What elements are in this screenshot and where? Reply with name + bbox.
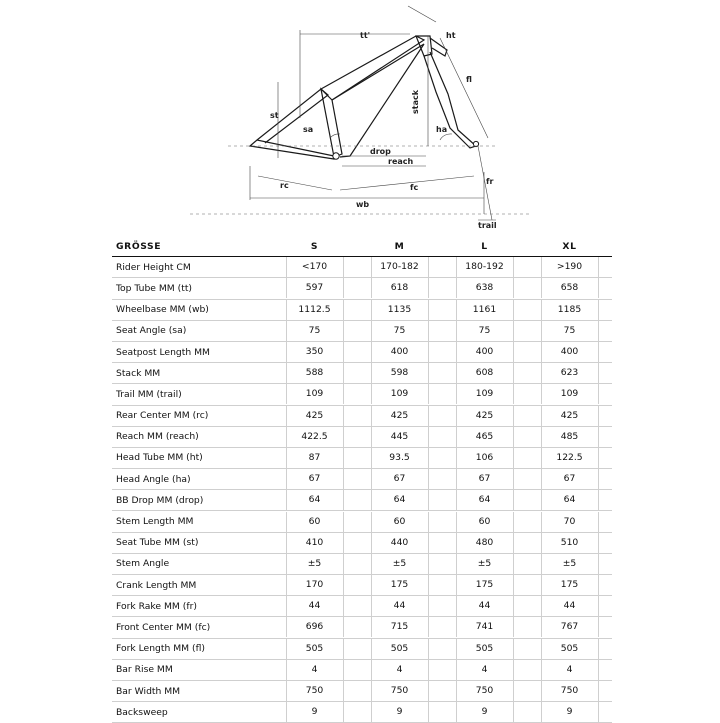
cell-value <box>272 596 357 617</box>
cell-value <box>442 680 527 701</box>
table-row <box>112 490 612 511</box>
cell-value-text: 588 <box>286 363 344 383</box>
cell-value-text: 410 <box>286 533 344 553</box>
label-rc: rc <box>280 181 289 190</box>
cell-value-text: 64 <box>371 490 429 510</box>
cell-value-text: 400 <box>371 342 429 362</box>
cell-value-text: 109 <box>541 384 599 404</box>
table-row <box>112 659 612 680</box>
cell-value-text: 480 <box>456 533 514 553</box>
cell-value-text: 505 <box>541 639 599 659</box>
cell-value-text: ±5 <box>456 554 514 574</box>
cell-value-text: 4 <box>541 660 599 680</box>
cell-value <box>442 299 527 320</box>
table-row <box>112 553 612 574</box>
row-label: Fork Rake MM (fr) <box>112 596 272 617</box>
row-label: Stem Length MM <box>112 511 272 532</box>
cell-value <box>357 426 442 447</box>
label-trail: trail <box>478 221 497 230</box>
cell-value <box>527 384 612 405</box>
cell-value-text: 623 <box>541 363 599 383</box>
cell-value <box>272 299 357 320</box>
cell-value <box>272 405 357 426</box>
table-body <box>112 257 612 723</box>
cell-value <box>357 617 442 638</box>
cell-value <box>272 469 357 490</box>
cell-value-text: 60 <box>456 512 514 532</box>
cell-value-text: 618 <box>371 278 429 298</box>
cell-value-text: ±5 <box>541 554 599 574</box>
cell-value-text: 4 <box>371 660 429 680</box>
bike-frame <box>250 36 479 159</box>
cell-value-text: 75 <box>456 321 514 341</box>
label-drop: drop <box>370 147 391 156</box>
cell-value <box>272 553 357 574</box>
cell-value <box>357 596 442 617</box>
row-label: Backsweep <box>112 702 272 723</box>
cell-value-text: 60 <box>286 512 344 532</box>
cell-value <box>527 447 612 468</box>
row-label: Head Tube MM (ht) <box>112 447 272 468</box>
cell-value-text: 425 <box>541 406 599 426</box>
cell-value-text: 75 <box>371 321 429 341</box>
cell-value <box>442 532 527 553</box>
cell-value-text: 767 <box>541 617 599 637</box>
row-label: Head Angle (ha) <box>112 469 272 490</box>
cell-value-text: 75 <box>286 321 344 341</box>
cell-value <box>272 384 357 405</box>
cell-value <box>527 659 612 680</box>
cell-value <box>357 299 442 320</box>
table-row <box>112 532 612 553</box>
table-row <box>112 278 612 299</box>
table-row <box>112 426 612 447</box>
table-row <box>112 469 612 490</box>
cell-value-text: 465 <box>456 427 514 447</box>
cell-value <box>442 638 527 659</box>
cell-value-text: 1161 <box>456 300 514 320</box>
cell-value <box>442 384 527 405</box>
cell-value-text: 696 <box>286 617 344 637</box>
cell-value-text: 1185 <box>541 300 599 320</box>
row-label: Front Center MM (fc) <box>112 617 272 638</box>
cell-value <box>272 511 357 532</box>
cell-value-text: 44 <box>456 596 514 616</box>
table-row <box>112 405 612 426</box>
cell-value <box>272 278 357 299</box>
cell-value <box>527 278 612 299</box>
cell-value-text: <170 <box>286 257 344 277</box>
cell-value-text: 440 <box>371 533 429 553</box>
cell-value-text: 44 <box>541 596 599 616</box>
cell-value-text: 350 <box>286 342 344 362</box>
table-row <box>112 638 612 659</box>
cell-value-text: 1112.5 <box>286 300 344 320</box>
row-label: Seat Tube MM (st) <box>112 532 272 553</box>
cell-value-text: 67 <box>286 469 344 489</box>
cell-value-text: 9 <box>286 702 344 722</box>
cell-value <box>527 426 612 447</box>
cell-value-text: 44 <box>286 596 344 616</box>
cell-value-text: 445 <box>371 427 429 447</box>
cell-value <box>272 659 357 680</box>
cell-value <box>442 257 527 278</box>
cell-value-text: 64 <box>456 490 514 510</box>
size-header-s: S <box>272 236 357 257</box>
cell-value-text: 505 <box>286 639 344 659</box>
table-row <box>112 299 612 320</box>
cell-value <box>527 341 612 362</box>
cell-value-text: 400 <box>456 342 514 362</box>
row-label: Bar Width MM <box>112 680 272 701</box>
label-wb: wb <box>356 200 370 209</box>
cell-value-text: 425 <box>456 406 514 426</box>
table-row <box>112 341 612 362</box>
cell-value <box>357 490 442 511</box>
cell-value <box>357 341 442 362</box>
table-row <box>112 511 612 532</box>
label-stack: stack <box>411 89 420 114</box>
cell-value-text: 658 <box>541 278 599 298</box>
cell-value-text: 750 <box>456 681 514 701</box>
cell-value <box>272 490 357 511</box>
cell-value <box>272 257 357 278</box>
cell-value-text: ±5 <box>371 554 429 574</box>
cell-value <box>527 617 612 638</box>
cell-value-text: 1135 <box>371 300 429 320</box>
cell-value <box>442 553 527 574</box>
row-label: Fork Length MM (fl) <box>112 638 272 659</box>
cell-value <box>442 426 527 447</box>
cell-value-text: 9 <box>371 702 429 722</box>
cell-value-text: 67 <box>371 469 429 489</box>
table-row <box>112 575 612 596</box>
cell-value <box>357 575 442 596</box>
cell-value <box>442 596 527 617</box>
cell-value-text: 109 <box>286 384 344 404</box>
size-header-l: L <box>442 236 527 257</box>
cell-value-text: 4 <box>286 660 344 680</box>
cell-value <box>272 575 357 596</box>
cell-value-text: 122.5 <box>541 448 599 468</box>
cell-value-text: 608 <box>456 363 514 383</box>
cell-value <box>272 320 357 341</box>
cell-value <box>357 257 442 278</box>
row-label: Wheelbase MM (wb) <box>112 299 272 320</box>
cell-value-text: 175 <box>371 575 429 595</box>
table-row <box>112 363 612 384</box>
cell-value <box>527 575 612 596</box>
cell-value-text: 750 <box>286 681 344 701</box>
cell-value <box>442 511 527 532</box>
cell-value <box>527 638 612 659</box>
cell-value-text: >190 <box>541 257 599 277</box>
cell-value <box>272 426 357 447</box>
cell-value-text: 9 <box>541 702 599 722</box>
cell-value-text: 715 <box>371 617 429 637</box>
row-label: Top Tube MM (tt) <box>112 278 272 299</box>
cell-value-text: 170-182 <box>371 257 429 277</box>
table-row <box>112 257 612 278</box>
row-label: Stack MM <box>112 363 272 384</box>
cell-value-text: 598 <box>371 363 429 383</box>
cell-value <box>442 617 527 638</box>
cell-value <box>357 638 442 659</box>
cell-value-text: 741 <box>456 617 514 637</box>
row-label: Reach MM (reach) <box>112 426 272 447</box>
cell-value-text: 510 <box>541 533 599 553</box>
cell-value-text: 67 <box>541 469 599 489</box>
cell-value-text: 425 <box>286 406 344 426</box>
table-row <box>112 384 612 405</box>
cell-value <box>527 469 612 490</box>
row-label: Stem Angle <box>112 553 272 574</box>
label-fl: fl <box>466 75 472 84</box>
cell-value <box>442 278 527 299</box>
cell-value-text: 4 <box>456 660 514 680</box>
size-header-m: M <box>357 236 442 257</box>
cell-value <box>527 299 612 320</box>
cell-value-text: 67 <box>456 469 514 489</box>
cell-value <box>357 405 442 426</box>
cell-value-text: 87 <box>286 448 344 468</box>
cell-value-text: 170 <box>286 575 344 595</box>
cell-value-text: 175 <box>541 575 599 595</box>
label-sa: sa <box>303 125 314 134</box>
row-label: Rear Center MM (rc) <box>112 405 272 426</box>
size-header-label: GRÖSSE <box>112 236 272 257</box>
cell-value <box>357 278 442 299</box>
cell-value-text: 109 <box>371 384 429 404</box>
table-row <box>112 596 612 617</box>
cell-value-text: 422.5 <box>286 427 344 447</box>
label-reach: reach <box>388 157 414 166</box>
cell-value-text: 485 <box>541 427 599 447</box>
cell-value-text: 106 <box>456 448 514 468</box>
cell-value-text: 750 <box>371 681 429 701</box>
cell-value <box>357 532 442 553</box>
cell-value-text: 175 <box>456 575 514 595</box>
cell-value <box>527 257 612 278</box>
size-header-xl: XL <box>527 236 612 257</box>
cell-value <box>527 320 612 341</box>
cell-value-text: 75 <box>541 321 599 341</box>
label-fc: fc <box>410 183 419 192</box>
cell-value <box>357 511 442 532</box>
cell-value-text: 60 <box>371 512 429 532</box>
cell-value-text: 400 <box>541 342 599 362</box>
table-row <box>112 680 612 701</box>
row-label: Seatpost Length MM <box>112 341 272 362</box>
cell-value <box>272 617 357 638</box>
cell-value <box>357 469 442 490</box>
cell-value-text: 64 <box>286 490 344 510</box>
cell-value <box>442 575 527 596</box>
cell-value-text: 505 <box>371 639 429 659</box>
cell-value-text: 750 <box>541 681 599 701</box>
cell-value <box>357 320 442 341</box>
row-label: Bar Rise MM <box>112 659 272 680</box>
row-label: Seat Angle (sa) <box>112 320 272 341</box>
cell-value <box>272 341 357 362</box>
row-label: Rider Height CM <box>112 257 272 278</box>
label-tt: tt' <box>360 31 371 40</box>
cell-value <box>357 447 442 468</box>
cell-value <box>442 490 527 511</box>
cell-value <box>357 363 442 384</box>
cell-value <box>442 447 527 468</box>
cell-value <box>272 680 357 701</box>
geometry-diagram <box>0 0 720 232</box>
table-row <box>112 447 612 468</box>
cell-value-text: 180-192 <box>456 257 514 277</box>
cell-value-text: 638 <box>456 278 514 298</box>
cell-value <box>357 384 442 405</box>
row-label: BB Drop MM (drop) <box>112 490 272 511</box>
cell-value <box>527 405 612 426</box>
cell-value <box>272 532 357 553</box>
cell-value <box>442 659 527 680</box>
cell-value-text: ±5 <box>286 554 344 574</box>
cell-value <box>272 638 357 659</box>
cell-value-text: 64 <box>541 490 599 510</box>
geometry-table <box>112 236 612 723</box>
cell-value <box>442 363 527 384</box>
cell-value-text: 93.5 <box>371 448 429 468</box>
cell-value-text: 505 <box>456 639 514 659</box>
cell-value <box>527 511 612 532</box>
table-row <box>112 617 612 638</box>
cell-value <box>527 532 612 553</box>
cell-value <box>527 490 612 511</box>
cell-value <box>272 363 357 384</box>
label-st: st <box>270 111 279 120</box>
cell-value-text: 109 <box>456 384 514 404</box>
cell-value <box>442 320 527 341</box>
cell-value <box>357 659 442 680</box>
cell-value <box>442 469 527 490</box>
row-label: Trail MM (trail) <box>112 384 272 405</box>
cell-value-text: 425 <box>371 406 429 426</box>
cell-value <box>527 363 612 384</box>
cell-value <box>357 680 442 701</box>
cell-value <box>272 447 357 468</box>
label-ht: ht <box>446 31 456 40</box>
cell-value <box>527 680 612 701</box>
cell-value <box>357 553 442 574</box>
label-fr: fr <box>486 177 494 186</box>
cell-value <box>442 341 527 362</box>
cell-value-text: 44 <box>371 596 429 616</box>
table-header-row <box>112 236 612 257</box>
cell-value <box>527 596 612 617</box>
row-label: Crank Length MM <box>112 575 272 596</box>
table-row <box>112 320 612 341</box>
cell-value-text: 70 <box>541 512 599 532</box>
cell-value <box>527 553 612 574</box>
cell-value-text: 9 <box>456 702 514 722</box>
cell-value-text: 597 <box>286 278 344 298</box>
cell-value <box>442 405 527 426</box>
label-ha: ha <box>436 125 448 134</box>
